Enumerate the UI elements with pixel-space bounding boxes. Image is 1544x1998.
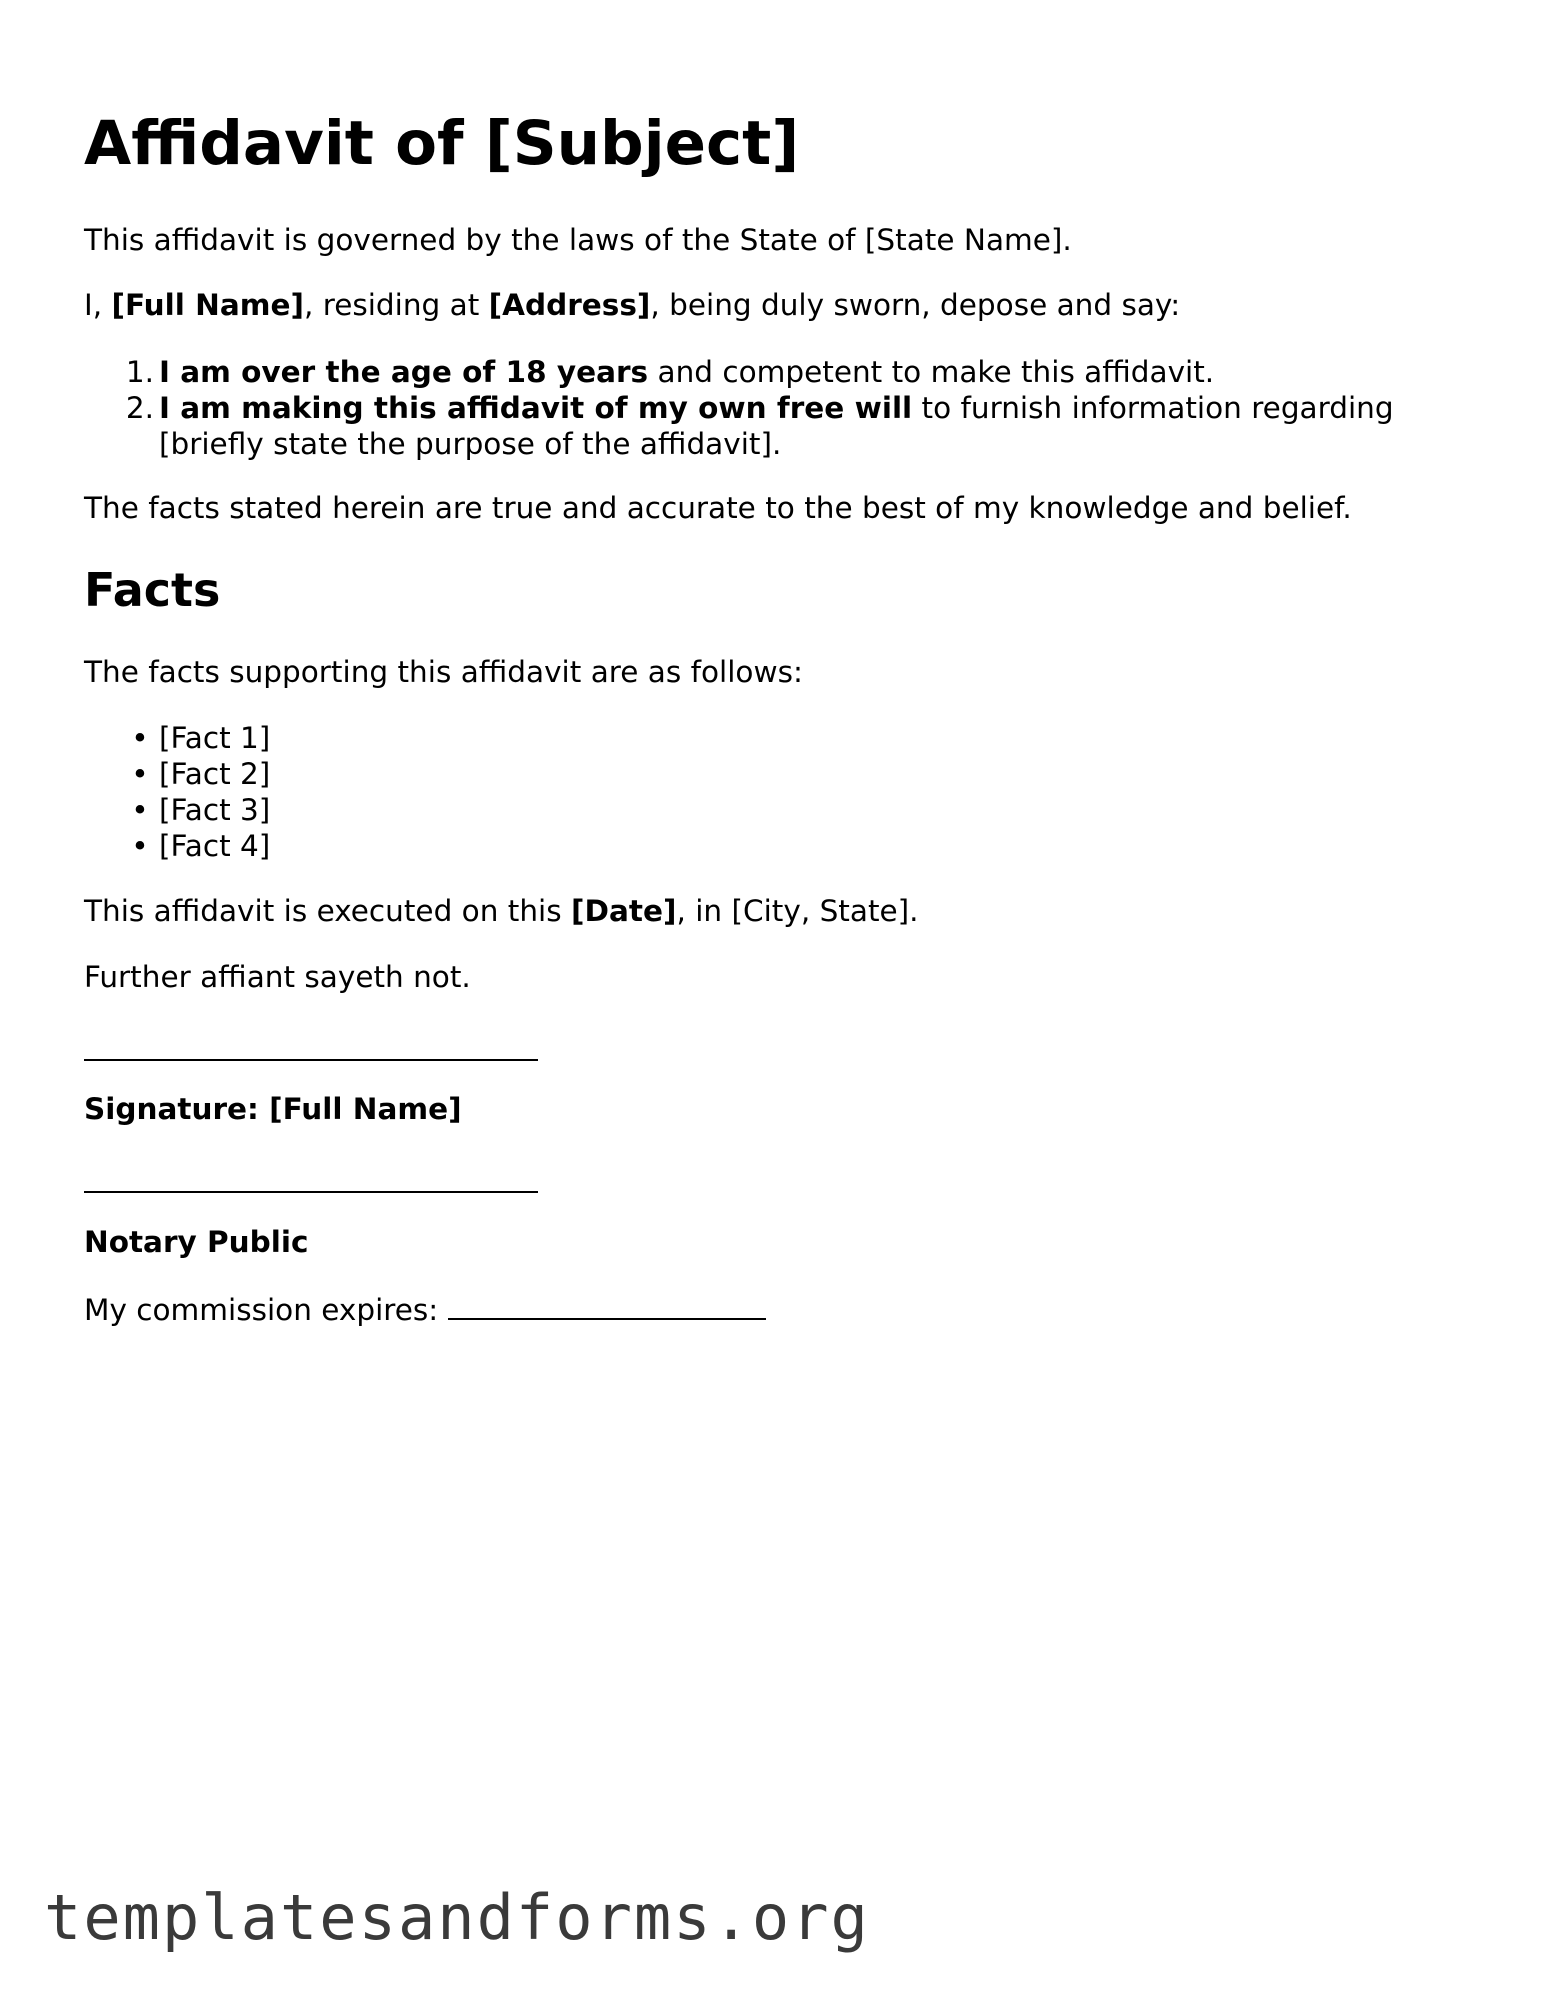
commission-paragraph — [84, 1290, 766, 1328]
execution-prefix: This affidavit is executed on this — [84, 894, 571, 928]
intro-prefix: I, — [84, 288, 112, 322]
document-title: Affidavit of [Subject] — [84, 108, 800, 179]
facts-list — [84, 720, 270, 864]
notary-label: Notary Public — [84, 1225, 309, 1259]
statement-bold: I am making this affidavit of my own free will — [159, 391, 913, 425]
statement-item — [84, 390, 1394, 462]
truth-statement: The facts stated herein are true and accurate to the best of my knowledge and belief. — [84, 491, 1352, 525]
intro-middle: , residing at — [303, 288, 489, 322]
statement-continuation: [briefly state the purpose of the affidavit]. — [159, 427, 782, 461]
statement-number: 1. — [125, 355, 154, 389]
fact-text: [Fact 4] — [159, 829, 271, 863]
notary-signature-line — [84, 1191, 538, 1193]
statement-bold: I am over the age of 18 years — [159, 355, 649, 389]
statement-text: and competent to make this affidavit. — [648, 355, 1215, 389]
fact-item: • [Fact 1] — [131, 721, 271, 755]
fact-text: [Fact 1] — [159, 721, 271, 755]
statement-text: to furnish information regarding — [912, 391, 1394, 425]
intro-suffix: , being duly sworn, depose and say: — [650, 288, 1181, 322]
statement-item — [84, 354, 1394, 390]
fact-text: [Fact 3] — [159, 793, 271, 827]
signature-label: Signature: [Full Name] — [84, 1092, 462, 1126]
signature-line — [84, 1059, 538, 1061]
statement-number: 2. — [125, 391, 154, 425]
fact-item: • [Fact 2] — [131, 757, 271, 791]
execution-suffix: , in [City, State]. — [676, 894, 919, 928]
commission-blank-line — [448, 1290, 766, 1320]
governing-law-paragraph: This affidavit is governed by the laws of the State of [State Name]. — [84, 223, 1072, 257]
fact-item: • [Fact 3] — [131, 793, 271, 827]
facts-heading: Facts — [84, 563, 221, 617]
intro-paragraph — [84, 287, 1180, 323]
commission-label: My commission expires: — [84, 1293, 448, 1327]
fact-text: [Fact 2] — [159, 757, 271, 791]
fact-item: • [Fact 4] — [131, 829, 271, 863]
statements-list — [84, 354, 1394, 462]
facts-intro: The facts supporting this affidavit are as follows: — [84, 655, 803, 689]
execution-paragraph — [84, 893, 919, 929]
closing-paragraph: Further affiant sayeth not. — [84, 960, 471, 994]
watermark: templatesandforms.org — [44, 1881, 870, 1954]
intro-address: [Address] — [488, 288, 651, 322]
execution-date: [Date] — [571, 894, 677, 928]
intro-full-name: [Full Name] — [111, 288, 304, 322]
